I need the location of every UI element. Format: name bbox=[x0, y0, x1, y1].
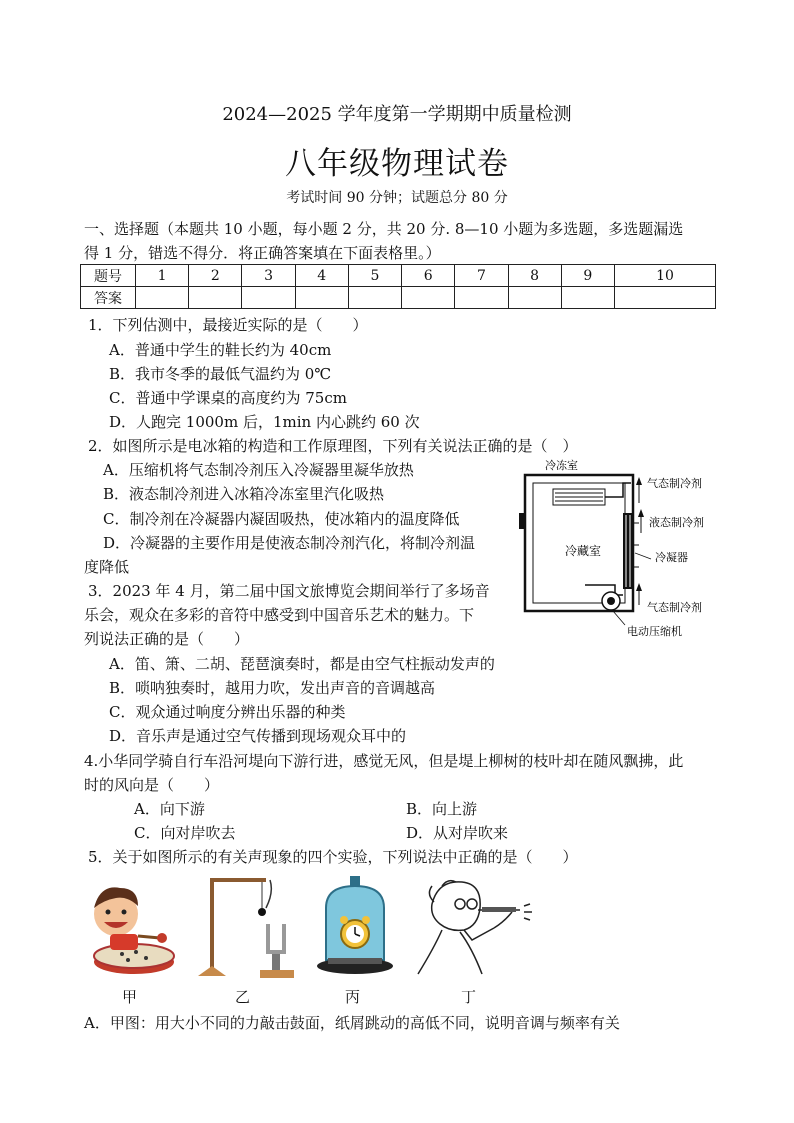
exam-title: 八年级物理试卷 bbox=[285, 146, 509, 182]
answer-cell[interactable] bbox=[402, 287, 455, 309]
q2-option-c: C．制冷剂在冷凝器内凝固吸热，使冰箱内的温度降低 bbox=[103, 510, 460, 528]
answer-cell[interactable] bbox=[455, 287, 508, 309]
number-cell: 5 bbox=[348, 265, 401, 287]
q3-option-a: A．笛、箫、二胡、琵琶演奏时，都是由空气柱振动发声的 bbox=[109, 655, 495, 673]
q4-stem-line2: 时的风向是（ ） bbox=[84, 776, 220, 794]
q5-stem: 5．关于如图所示的有关声现象的四个实验，下列说法中正确的是（ ） bbox=[88, 848, 578, 866]
q3-stem-line3: 列说法正确的是（ ） bbox=[84, 630, 250, 648]
q2-stem: 2．如图所示是电冰箱的构造和工作原理图，下列有关说法正确的是（ ） bbox=[88, 437, 578, 455]
number-cell: 6 bbox=[402, 265, 455, 287]
gas-refrigerant-top-label: 气态制冷剂 bbox=[647, 477, 702, 490]
q3-option-b: B．唢呐独奏时，越用力吹，发出声音的音调越高 bbox=[109, 679, 436, 697]
number-cell: 3 bbox=[242, 265, 295, 287]
number-label: 题号 bbox=[81, 265, 136, 287]
liquid-refrigerant-label: 液态制冷剂 bbox=[649, 516, 704, 529]
q3-stem-line2: 乐会，观众在多彩的音符中感受到中国音乐艺术的魅力。下 bbox=[84, 606, 475, 624]
answer-table-number-row bbox=[81, 265, 716, 287]
figure-caption-ding: 丁 bbox=[461, 988, 477, 1006]
condenser-pipes bbox=[585, 483, 639, 595]
answer-cell[interactable] bbox=[614, 287, 715, 309]
q3-stem-line1: 3．2023 年 4 月，第二届中国文旅博览会期间举行了多场音 bbox=[88, 582, 490, 600]
number-cell: 9 bbox=[561, 265, 614, 287]
answer-table-answer-row bbox=[81, 287, 716, 309]
number-cell: 2 bbox=[189, 265, 242, 287]
answer-label: 答案 bbox=[81, 287, 136, 309]
section-heading-line2: 得 1 分，错选不得分．将正确答案填在下面表格里。） bbox=[84, 244, 441, 262]
answer-cell[interactable] bbox=[561, 287, 614, 309]
figure-caption-jia: 甲 bbox=[122, 988, 138, 1006]
q5-option-a: A．甲图：用大小不同的力敲击鼓面，纸屑跳动的高低不同，说明音调与频率有关 bbox=[84, 1014, 620, 1032]
condenser-leader-line bbox=[635, 553, 651, 559]
q4-option-c: C．向对岸吹去 bbox=[134, 824, 236, 842]
section-heading-line1: 一、选择题（本题共 10 小题，每小题 2 分，共 20 分. 8—10 小题为多选题，多选题漏选 bbox=[84, 220, 684, 238]
exam-info: 考试时间 90 分钟；试题总分 80 分 bbox=[286, 190, 508, 206]
compressor-leader-line bbox=[613, 611, 625, 625]
fridge-label: 冷藏室 bbox=[565, 544, 602, 558]
number-cell: 7 bbox=[455, 265, 508, 287]
q4-option-a: A．向下游 bbox=[134, 800, 205, 818]
answer-table bbox=[80, 264, 716, 309]
answer-cell[interactable] bbox=[508, 287, 561, 309]
q1-option-c: C．普通中学课桌的高度约为 75cm bbox=[109, 389, 347, 407]
bell-jar-illustration bbox=[316, 874, 394, 976]
q4-option-d: D．从对岸吹来 bbox=[406, 824, 509, 842]
compressor-label: 电动压缩机 bbox=[627, 625, 682, 638]
q3-option-c: C．观众通过响度分辨出乐器的种类 bbox=[109, 703, 346, 721]
q1-stem: 1．下列估测中，最接近实际的是（ ） bbox=[88, 316, 368, 334]
q3-option-d: D．音乐声是通过空气传播到现场观众耳中的 bbox=[109, 727, 407, 745]
answer-cell[interactable] bbox=[189, 287, 242, 309]
q4-option-b: B．向上游 bbox=[406, 800, 478, 818]
q1-option-b: B．我市冬季的最低气温约为 0℃ bbox=[109, 365, 332, 383]
exam-series-title: 2024—2025 学年度第一学期期中质量检测 bbox=[222, 104, 572, 125]
refrigerator-body bbox=[519, 475, 633, 611]
condenser-label: 冷凝器 bbox=[655, 551, 688, 564]
freezer-label: 冷冻室 bbox=[545, 459, 578, 472]
q2-option-d: D．冷凝器的主要作用是使液态制冷剂汽化，将制冷剂温 bbox=[103, 534, 476, 552]
answer-cell[interactable] bbox=[295, 287, 348, 309]
answer-cell[interactable] bbox=[242, 287, 295, 309]
answer-cell[interactable] bbox=[348, 287, 401, 309]
q2-option-d-cont: 度降低 bbox=[84, 558, 130, 576]
gas-refrigerant-bottom-label: 气态制冷剂 bbox=[647, 601, 702, 614]
tuning-fork-illustration bbox=[196, 872, 294, 980]
q1-option-d: D．人跑完 1000m 后，1min 内心跳约 60 次 bbox=[109, 413, 420, 431]
answer-cell[interactable] bbox=[136, 287, 189, 309]
number-cell: 8 bbox=[508, 265, 561, 287]
compressor-icon bbox=[602, 592, 620, 610]
number-cell: 10 bbox=[614, 265, 715, 287]
figure-caption-yi: 乙 bbox=[235, 988, 251, 1006]
q2-option-a: A．压缩机将气态制冷剂压入冷凝器里凝华放热 bbox=[103, 461, 414, 479]
number-cell: 1 bbox=[136, 265, 189, 287]
figure-caption-bing: 丙 bbox=[345, 988, 361, 1006]
number-cell: 4 bbox=[295, 265, 348, 287]
refrigerator-diagram bbox=[515, 455, 725, 645]
q2-option-b: B．液态制冷剂进入冰箱冷冻室里汽化吸热 bbox=[103, 485, 385, 503]
flow-arrows bbox=[636, 477, 644, 605]
drum-boy-illustration bbox=[86, 878, 180, 978]
q1-option-a: A．普通中学生的鞋长约为 40cm bbox=[109, 341, 332, 359]
q4-stem-line1: 4.小华同学骑自行车沿河堤向下游行进，感觉无风，但是堤上柳树的枝叶却在随风飘拂，此 bbox=[84, 752, 684, 770]
comb-man-illustration bbox=[412, 874, 540, 978]
freezer-coil bbox=[553, 489, 605, 505]
